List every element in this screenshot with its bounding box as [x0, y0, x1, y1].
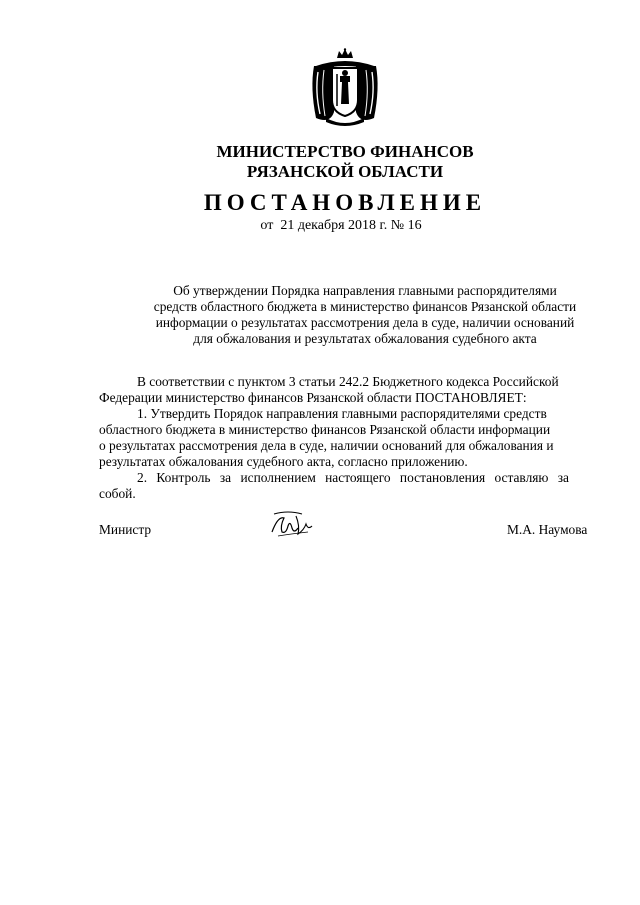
signatory-name: М.А. Наумова — [507, 522, 588, 537]
organization-name-line-2: РЯЗАНСКОЙ ОБЛАСТИ — [246, 162, 444, 181]
subject-line: информации о результатах рассмотрения дела в суде, наличии оснований — [155, 315, 575, 330]
item-1-paragraph — [99, 406, 599, 470]
subject-line: средств областного бюджета в министерство финансов Рязанской области — [153, 299, 577, 314]
preamble-line: Федерации министерство финансов Рязанской области ПОСТАНОВЛЯЕТ: — [99, 390, 527, 405]
document-number: 16 — [407, 218, 422, 233]
item-1-line: областного бюджета в министерство финансов Рязанской области информации — [99, 422, 551, 437]
date-prefix: от — [260, 218, 277, 233]
item-2-line: 2. Контроль за исполнением настоящего постановления оставляю за — [137, 470, 570, 485]
document-body — [99, 374, 599, 502]
number-prefix: № — [390, 218, 405, 233]
document-type-title: ПОСТАНОВЛЕНИЕ — [203, 190, 487, 215]
handwritten-signature-icon — [268, 508, 316, 540]
ryazan-coat-of-arms-icon — [304, 48, 386, 128]
item-1-line: о результатах рассмотрения дела в суде, наличии оснований для обжалования и — [99, 438, 554, 453]
document-date: 21 декабря 2018 г. — [280, 218, 388, 233]
subject-line: Об утверждении Порядка направления главными распорядителями — [173, 283, 557, 298]
item-1-line: 1. Утвердить Порядок направления главными распорядителями средств — [137, 406, 547, 421]
document-date-line — [0, 218, 640, 234]
preamble-paragraph — [99, 374, 599, 406]
subject-line: для обжалования и результатах обжалования судебного акта — [193, 331, 537, 346]
item-2-paragraph — [99, 470, 599, 502]
signatory-title: Министр — [99, 522, 152, 537]
preamble-line: В соответствии с пунктом 3 статьи 242.2 Бюджетного кодекса Российской — [137, 374, 559, 389]
organization-name-line-1: МИНИСТЕРСТВО ФИНАНСОВ — [216, 142, 474, 161]
document-subject — [120, 283, 610, 347]
item-1-line: результатах обжалования судебного акта, согласно приложению. — [99, 454, 468, 469]
item-2-line: собой. — [99, 486, 136, 501]
